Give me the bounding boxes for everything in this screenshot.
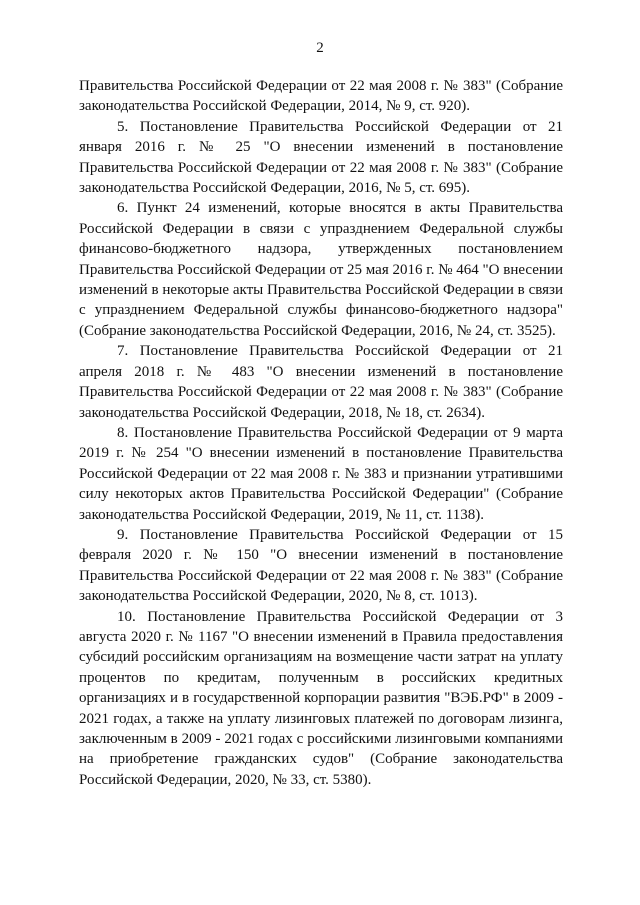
- paragraph-item-7: 7. Постановление Правительства Российской Федерации от 21 апреля 2018 г. № 483 "О внесении изменений в постановление Правительства Российской Федерации от 22 мая 2008 г. № 383" (Собрание законодательства Российской Федерации, 2018, № 18, ст. 2634).: [79, 343, 563, 421]
- paragraph-item-10: 10. Постановление Правительства Российской Федерации от 3 августа 2020 г. № 1167 "О внесении изменений в Правила предоставления субсидий российским организациям на возмещение части затрат на уплату процентов по кредитам, полученным в российских кредитных организациях и в государственной корпорации развития "ВЭБ.РФ" в 2009 - 2021 годах, а также на уплату лизинговых платежей по договорам лизинга, заключенным в 2009 - 2021 годах с российскими лизинговыми компаниями на приобретение гражданских судов" (Собрание законодательства Российской Федерации, 2020, № 33, ст. 5380).: [79, 608, 563, 788]
- document-body: [79, 76, 563, 790]
- paragraph-item-5: 5. Постановление Правительства Российской Федерации от 21 января 2016 г. № 25 "О внесении изменений в постановление Правительства Российской Федерации от 22 мая 2008 г. № 383" (Собрание законодательства Российской Федерации, 2016, № 5, ст. 695).: [79, 118, 563, 197]
- paragraph-item-9: 9. Постановление Правительства Российской Федерации от 15 февраля 2020 г. № 150 "О внесении изменений в постановление Правительства Российской Федерации от 22 мая 2008 г. № 383" (Собрание законодательства Российской Федерации, 2020, № 8, ст. 1013).: [79, 526, 563, 605]
- page-number: 2: [316, 40, 324, 56]
- paragraph-item-8: 8. Постановление Правительства Российской Федерации от 9 марта 2019 г. № 254 "О внесении изменений в постановление Правительства Российской Федерации от 22 мая 2008 г. № 383 и признании утратившими силу некоторых актов Правительства Российской Федерации" (Собрание законодательства Российской Федерации, 2019, № 11, ст. 1138).: [79, 424, 563, 523]
- paragraph-item-6: 6. Пункт 24 изменений, которые вносятся в акты Правительства Российской Федерации в связи с упразднением Федеральной службы финансово-бюджетного надзора, утвержденных постановлением Правительства Российской Федерации от 25 мая 2016 г. № 464 "О внесении изменений в некоторые акты Правительства Российской Федерации в связи с упразднением Федеральной службы финансово-бюджетного надзора" (Собрание законодательства Российской Федерации, 2016, № 24, ст. 3525).: [79, 200, 563, 339]
- paragraph-continuation: Правительства Российской Федерации от 22 мая 2008 г. № 383" (Собрание законодательства Российской Федерации, 2014, № 9, ст. 920).: [79, 78, 563, 115]
